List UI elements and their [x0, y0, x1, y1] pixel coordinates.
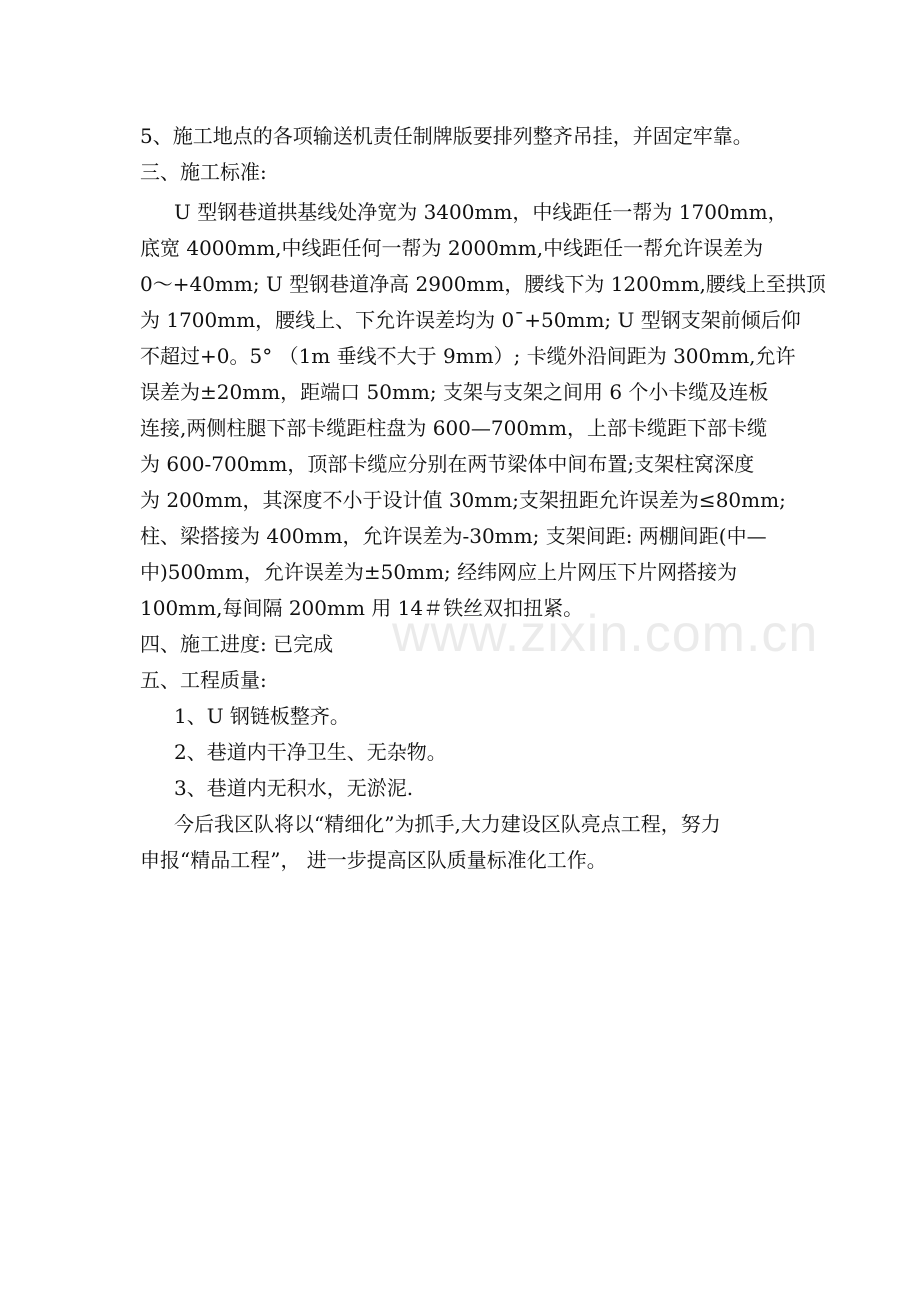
construction-standard-line-7: 连接,两侧柱腿下部卡缆距柱盘为 600—700mm，上部卡缆距下部卡缆 [140, 416, 767, 440]
construction-standard-line-3: 0～+40mm; U 型钢巷道净高 2900mm，腰线下为 1200mm,腰线上至拱顶 [140, 272, 826, 296]
construction-standard-line-2: 底宽 4000mm,中线距任何一帮为 2000mm,中线距任一帮允许误差为 [140, 236, 764, 260]
section-3-heading: 三、施工标准: [140, 160, 267, 184]
construction-standard-line-1: U 型钢巷道拱基线处净宽为 3400mm，中线距任一帮为 1700mm， [174, 200, 788, 224]
construction-standard-line-12: 100mm,每间隔 200mm 用 14＃铁丝双扣扭紧。 [140, 596, 584, 620]
section-5-heading: 五、工程质量: [140, 668, 267, 692]
document-body [140, 118, 826, 878]
construction-standard-line-11: 中)500mm，允许误差为±50mm; 经纬网应上片网压下片网搭接为 [140, 560, 738, 584]
closing-paragraph-line-2: 申报“精品工程”， 进一步提高区队质量标准化工作。 [140, 848, 607, 872]
construction-standard-line-9: 为 200mm，其深度不小于设计值 30mm;支架扭距允许误差为≤80mm; [140, 488, 786, 512]
section-4-heading: 四、施工进度: 已完成 [140, 632, 334, 656]
construction-standard-line-4: 为 1700mm，腰线上、下允许误差均为 0¯+50mm; U 型钢支架前倾后仰 [140, 308, 801, 332]
quality-item-3: 3、巷道内无积水，无淤泥. [174, 776, 414, 800]
quality-item-2: 2、巷道内干净卫生、无杂物。 [174, 740, 447, 764]
quality-item-1: 1、U 钢链板整齐。 [174, 704, 350, 728]
construction-standard-line-5: 不超过+0。5° （1m 垂线不大于 9mm）; 卡缆外沿间距为 300mm,允许 [140, 344, 796, 368]
construction-standard-line-10: 柱、梁搭接为 400mm，允许误差为-30mm; 支架间距: 两棚间距(中— [140, 524, 767, 548]
watermark: www.zixin.com.cn [392, 605, 819, 663]
construction-standard-line-8: 为 600-700mm，顶部卡缆应分别在两节梁体中间布置;支架柱窝深度 [140, 452, 755, 476]
construction-standard-line-6: 误差为±20mm，距端口 50mm; 支架与支架之间用 6 个小卡缆及连板 [140, 380, 769, 404]
item-5-text: 5、施工地点的各项输送机责任制牌版要排列整齐吊挂，并固定牢靠。 [140, 124, 753, 148]
closing-paragraph-line-1: 今后我区队将以“精细化”为抓手,大力建设区队亮点工程，努力 [174, 812, 721, 836]
